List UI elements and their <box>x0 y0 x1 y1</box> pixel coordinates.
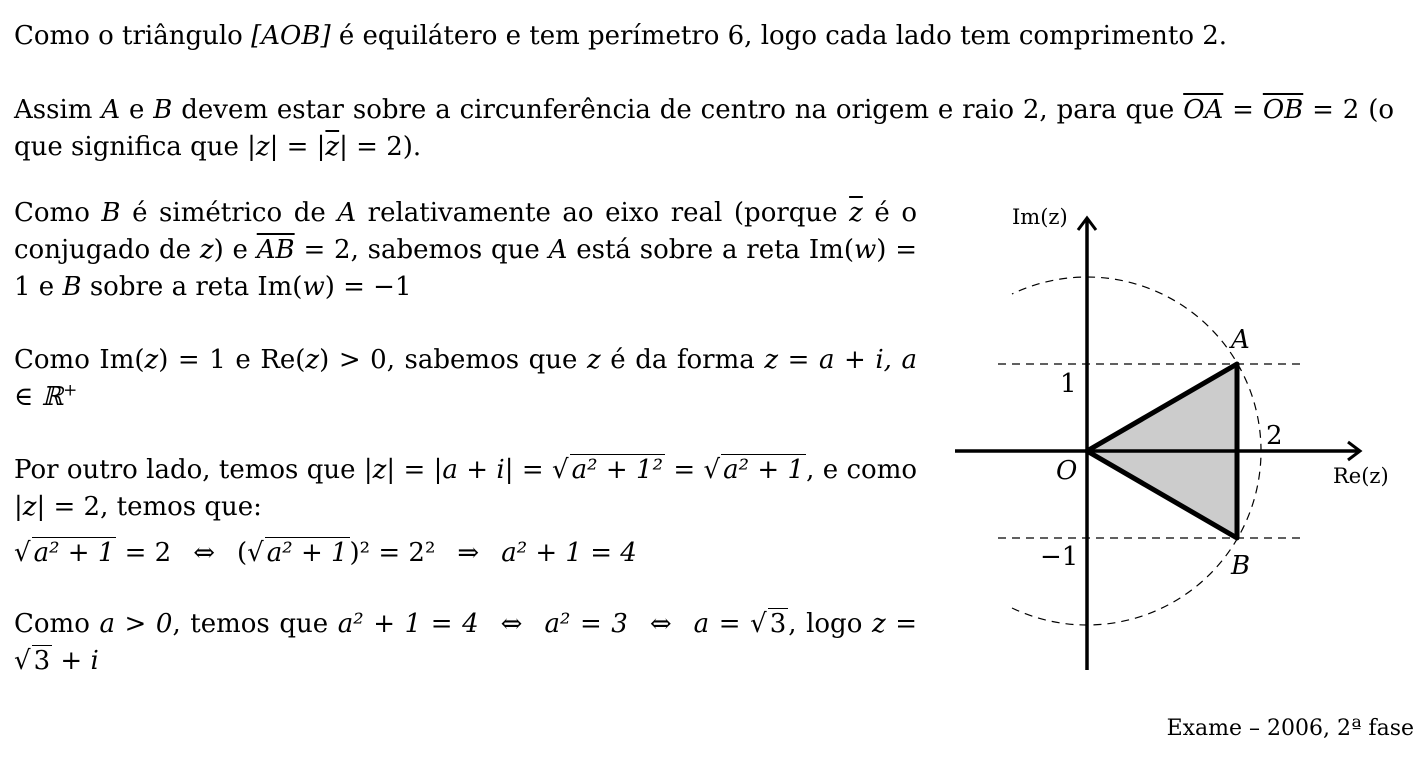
paragraph-2: Assim A e B devem estar sobre a circunferência de centro na origem e raio 2, para que $\overline{OA} = \overline{OB} = 2$ (o que significa que $|z| = |\overline{z}| = 2$). <box>14 95 1395 162</box>
complex-plane-figure <box>950 200 1410 680</box>
paragraph-7: Como a > 0, temos que a² + 1 = 4 ⇔ a² = 3 ⇔ a = √ 3, logo z = √ 3 + i <box>14 609 918 676</box>
tick-2-label: 2 <box>1266 421 1283 451</box>
point-a-label: A <box>1231 325 1250 355</box>
exam-source: Exame – 2006, 2ª fase <box>1166 716 1414 741</box>
equation-line: √ a² + 1 = 2 ⇔ (√ a² + 1)² = 2² ⇒ a² + 1 = 4 <box>14 538 637 568</box>
real-axis-label: Re(z) <box>1333 464 1389 488</box>
paragraph-4: Como Im(z) = 1 e Re(z) > 0, sabemos que z é da forma z = a + i, a ∈ ℝ+ <box>14 345 918 412</box>
imag-axis-label: Im(z) <box>1012 205 1068 229</box>
origin-label: O <box>1056 456 1078 486</box>
paragraph-5: Por outro lado, temos que |z| = |a + i| = √ a² + 1² = √ a² + 1, e como |z| = 2, temos que: <box>14 455 918 522</box>
tick-1-label: 1 <box>1060 369 1077 399</box>
paragraph-3: Como B é simétrico de A relativamente ao eixo real (porque $\overline{z}$ é o conjugado de z) e $\overline{AB} = 2$, sabemos que A está sobre a reta Im(w) = 1 e B sobre a reta Im(w) = −1 <box>14 198 917 302</box>
point-b-label: B <box>1231 551 1251 581</box>
paragraph-1: Como o triângulo [AOB] é equilátero e tem perímetro 6, logo cada lado tem comprimento 2. <box>14 21 1228 51</box>
tick-minus-1-label: −1 <box>1040 542 1079 572</box>
